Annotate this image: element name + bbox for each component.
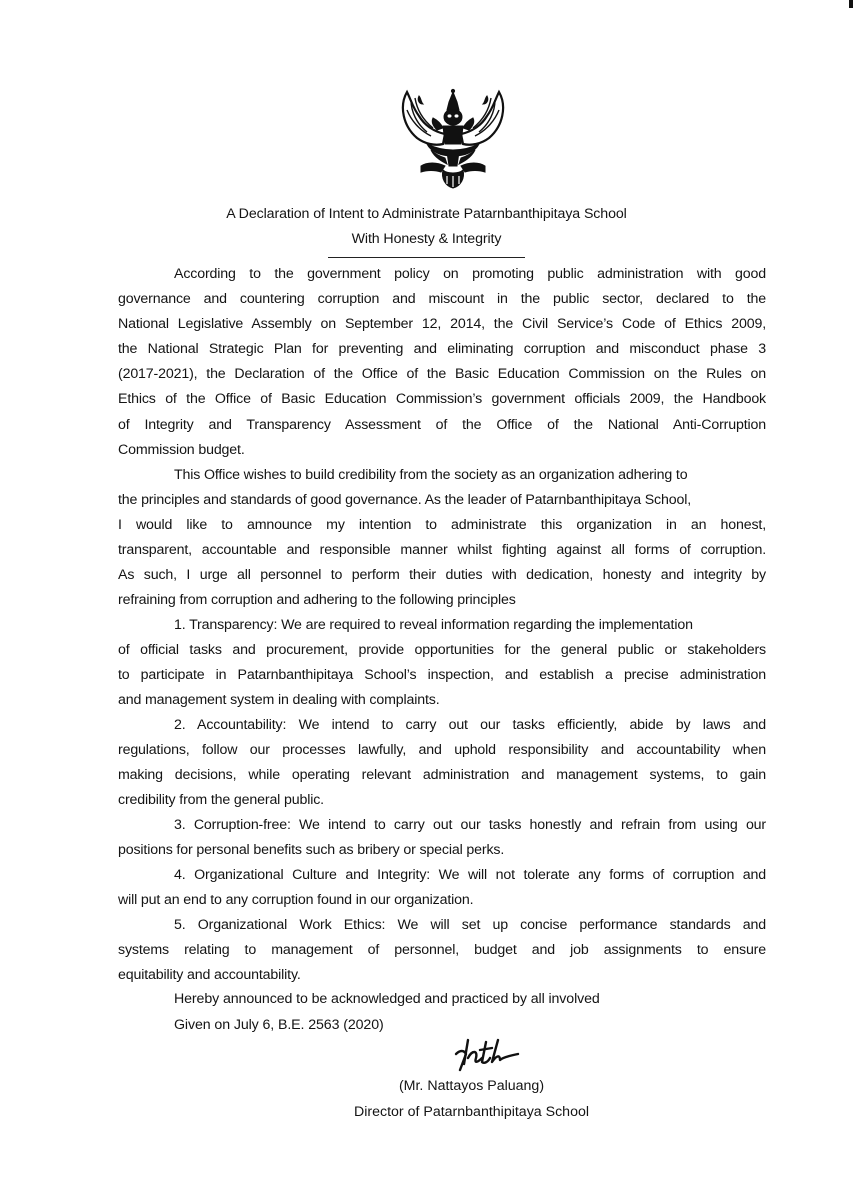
document-subtitle: With Honesty & Integrity: [351, 231, 502, 247]
text-line: According to the government policy on promoting public administration with good: [174, 266, 766, 282]
text-line: credibility from the general public.: [118, 792, 324, 809]
text-line: the principles and standards of good governance. As the leader of Patarnbanthipitaya School,: [118, 492, 692, 509]
text-line: 5. Organizational Work Ethics: We will set up concise performance standards and: [174, 917, 766, 933]
signer-name: (Mr. Nattayos Paluang): [398, 1078, 545, 1094]
principle-accountability: [118, 713, 766, 813]
text-line: making decisions, while operating relevant administration and management systems, to gain: [118, 767, 766, 784]
principle-corruption-free: [118, 813, 766, 863]
text-line: 3. Corruption-free: We intend to carry out our tasks honestly and refrain from using our: [174, 817, 766, 833]
text-line: 4. Organizational Culture and Integrity: We will not tolerate any forms of corruption and: [174, 867, 766, 883]
closing-announcement: Hereby announced to be acknowledged and practiced by all involved: [174, 991, 600, 1007]
document-title: A Declaration of Intent to Administrate Patarnbanthipitaya School: [226, 206, 627, 222]
principle-organizational-culture: [118, 863, 766, 913]
text-line: National Legislative Assembly on September 12, 2014, the Civil Service’s Code of Ethics 2009,: [118, 316, 766, 333]
signer-title: Director of Patarnbanthipitaya School: [353, 1104, 589, 1120]
text-line: transparent, accountable and responsible manner whilst fighting against all forms of corruption.: [118, 542, 766, 559]
text-line: (2017-2021), the Declaration of the Office of the Basic Education Commission on the Rules on: [118, 366, 766, 383]
principle-work-ethics: [118, 913, 766, 988]
text-line: I would like to amnounce my intention to administrate this organization in an honest,: [118, 517, 766, 534]
principle-transparency: [118, 613, 766, 713]
paragraph-office-intent: [118, 463, 766, 614]
paragraph-government-policy: [118, 262, 766, 463]
text-line: will put an end to any corruption found in our organization.: [118, 892, 474, 909]
text-line: Commission budget.: [118, 441, 245, 458]
text-line: As such, I urge all personnel to perform their duties with dedication, honesty and integrity by: [118, 567, 766, 584]
scan-corner-mark: [849, 0, 853, 8]
text-line: positions for personal benefits such as bribery or special perks.: [118, 842, 505, 859]
text-line: and management system in dealing with complaints.: [118, 692, 440, 709]
garuda-emblem-icon: [397, 86, 509, 190]
text-line: systems relating to management of personnel, budget and job assignments to ensure: [118, 942, 766, 959]
title-underline: [328, 257, 525, 258]
text-line: to participate in Patarnbanthipitaya School’s inspection, and establish a precise administration: [118, 667, 766, 684]
text-line: of official tasks and procurement, provide opportunities for the general public or stakeholders: [118, 642, 766, 659]
closing-date: Given on July 6, B.E. 2563 (2020): [174, 1017, 384, 1033]
text-line: governance and countering corruption and miscount in the public sector, declared to the: [118, 291, 766, 308]
text-line: regulations, follow our processes lawfully, and uphold responsibility and accountability when: [118, 742, 766, 759]
text-line: of Integrity and Transparency Assessment of the Office of the National Anti-Corruption: [118, 416, 766, 433]
text-line: Ethics of the Office of Basic Education Commission’s government officials 2009, the Handbook: [118, 391, 766, 408]
text-line: 2. Accountability: We intend to carry out our tasks efficiently, abide by laws and: [174, 717, 766, 733]
signature-icon: [452, 1036, 522, 1074]
text-line: the National Strategic Plan for preventing and eliminating corruption and misconduct phase 3: [118, 341, 766, 358]
text-line: 1. Transparency: We are required to reveal information regarding the implementation: [174, 617, 693, 633]
text-line: This Office wishes to build credibility from the society as an organization adhering to: [174, 467, 688, 483]
text-line: equitability and accountability.: [118, 967, 301, 984]
text-line: refraining from corruption and adhering to the following principles: [118, 592, 516, 609]
